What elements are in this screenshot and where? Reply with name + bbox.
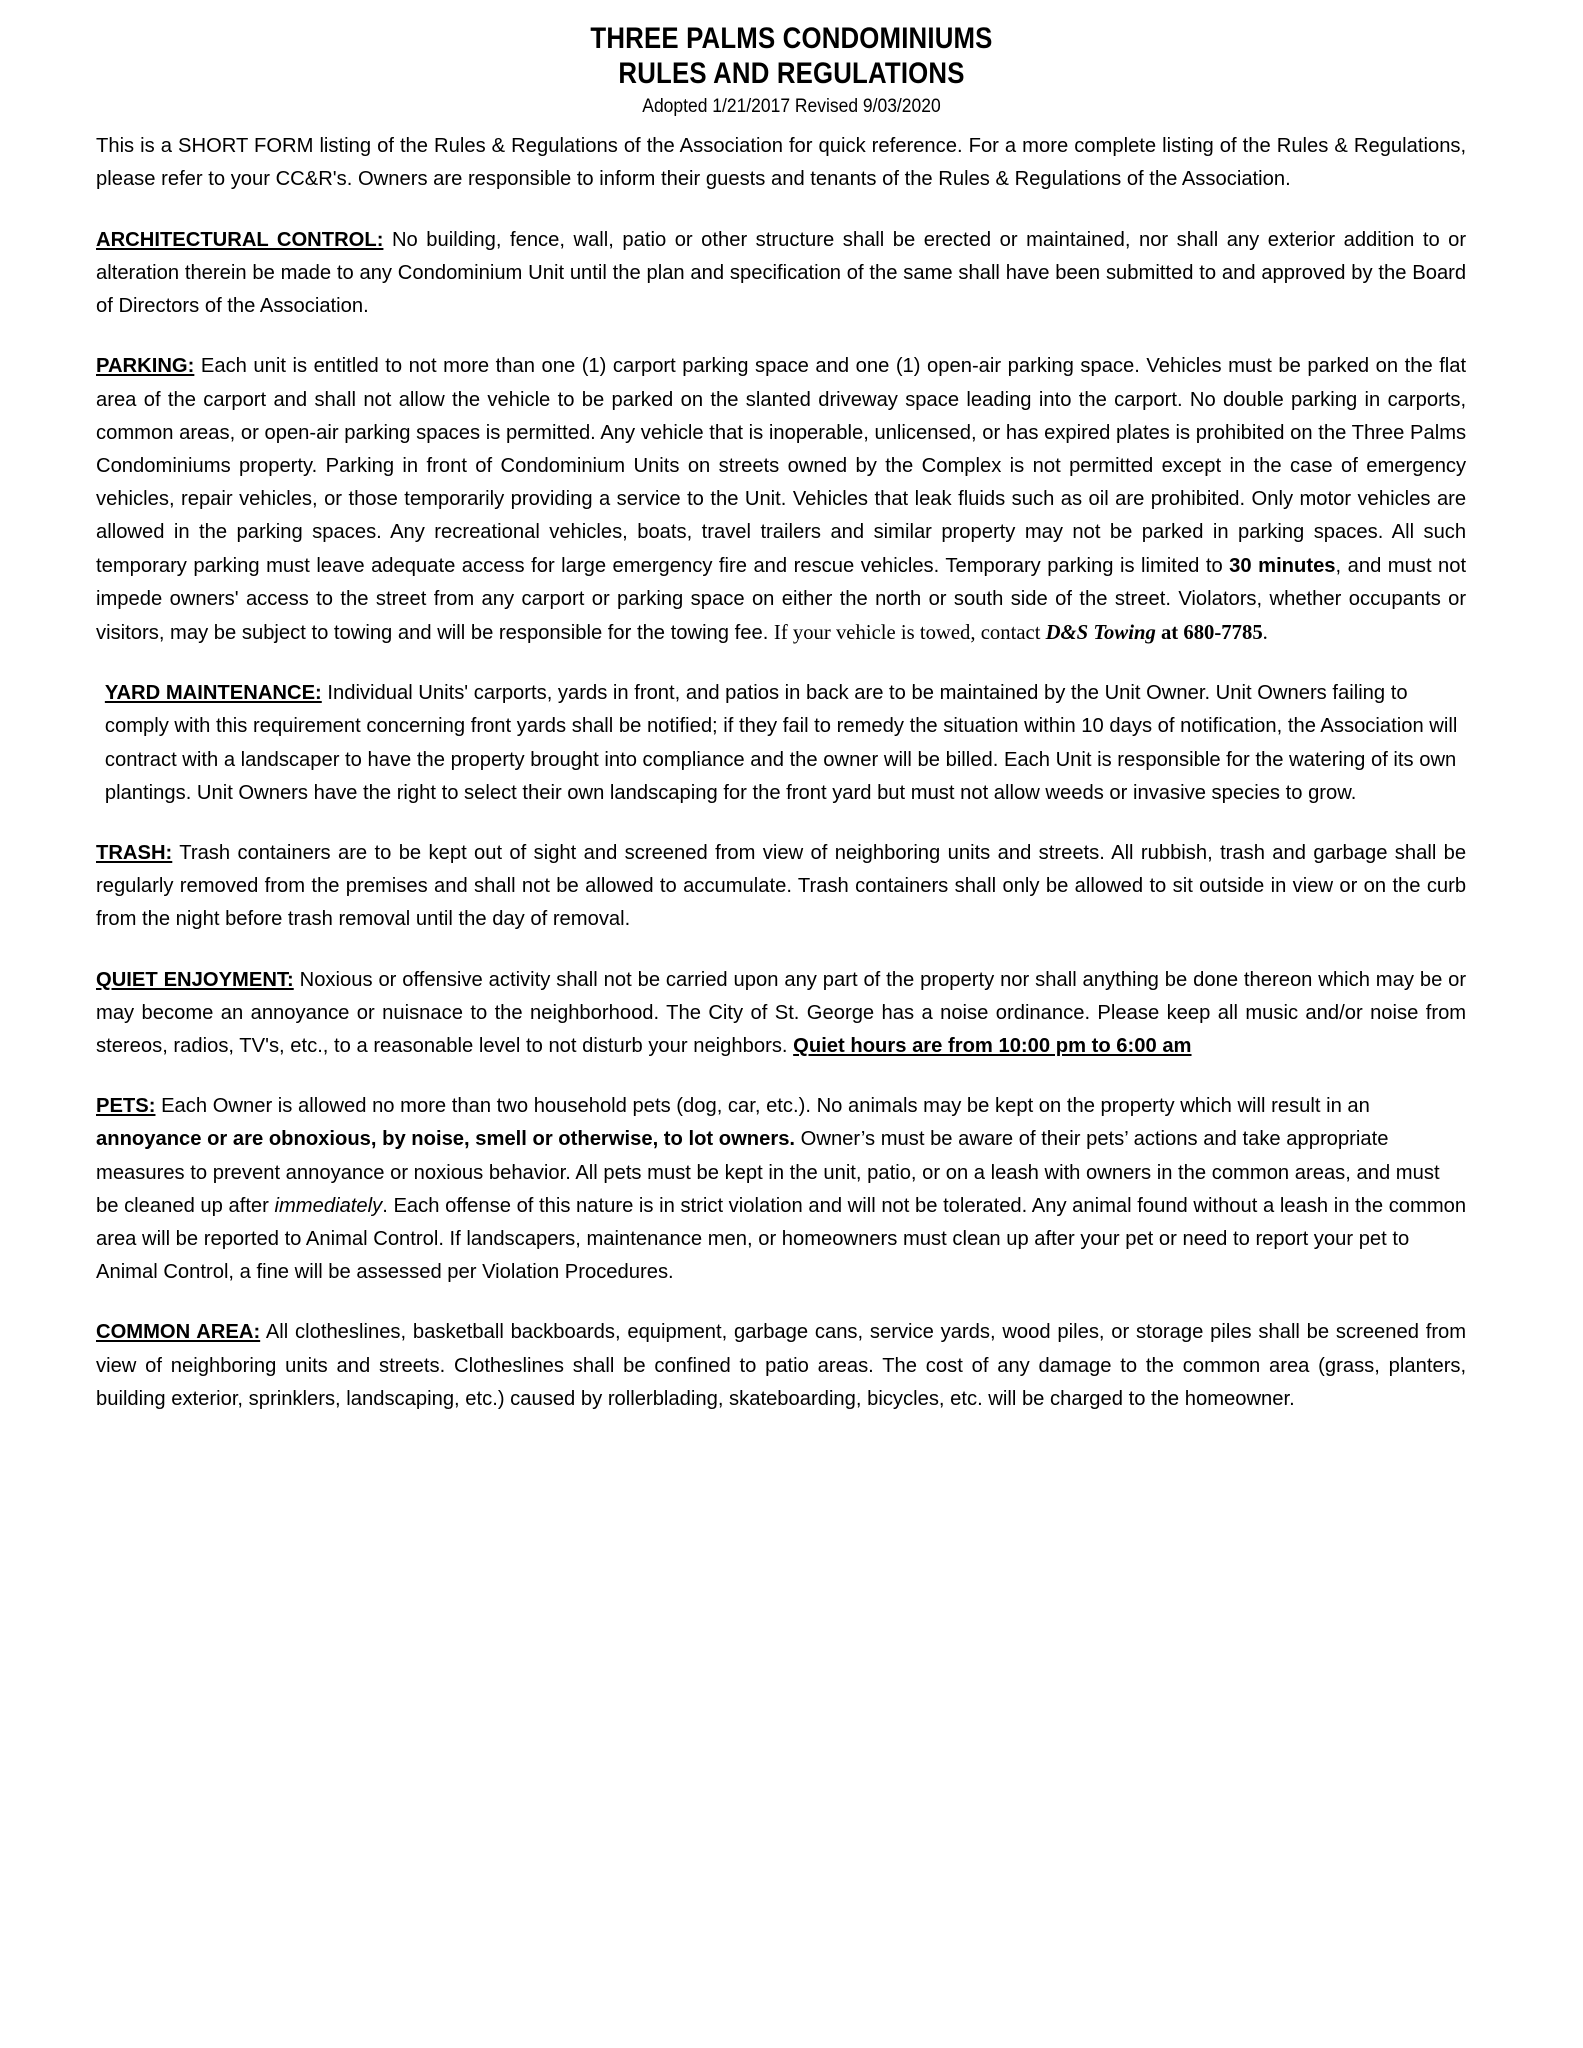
parking-bold-duration: 30 minutes <box>1229 553 1336 577</box>
section-yard-maintenance <box>96 676 1466 809</box>
section-heading-parking: PARKING: <box>96 354 195 378</box>
section-body-quiet-enjoyment: Noxious or offensive activity shall not be carried upon any part of the property nor shall anything be done thereon which may be or may become an annoyance or nuisnace to the neighborhood. The City of St. George has a noise ordinance. Please keep all music and/or noise from stereos, radios, TV's, etc., to a reasonable level to not disturb your neighbors. <box>96 967 1467 1057</box>
section-body-parking-part-1: Each unit is entitled to not more than one (1) carport parking space and one (1) open-air parking space. Vehicles must be parked on the flat area of the carport and shall not allow the vehicle to be parked on the slanted driveway space leading into the carport. No double parking in carports, common areas, or open-air parking spaces is permitted. Any vehicle that is inoperable, unlicensed, or has expired plates is prohibited on the Three Palms Condominiums property. Parking in front of Condominium Units on streets owned by the Complex is not permitted except in the case of emergency vehicles, repair vehicles, or those temporarily providing a service to the Unit. Vehicles that leak fluids such as oil are prohibited. Only motor vehicles are allowed in the parking spaces. Any recreational vehicles, boats, travel trailers and similar property may not be parked in parking spaces. All such temporary parking must leave adequate access for large emergency fire and rescue vehicles. Temporary parking is limited to <box>96 354 1467 577</box>
section-common-area <box>96 1315 1466 1415</box>
towing-text-period: . <box>1262 619 1268 644</box>
section-body-parking-part-2: , and must not impede owners' access to the street from any carport or parking space on either the north or south side of the street. Violators, whether occupants or visitors, may be subject to towing and will be responsible for the towing fee. <box>96 553 1467 644</box>
section-body-yard-maintenance: Individual Units' carports, yards in front, and patios in back are to be maintained by the Unit Owner. Unit Owners failing to comply with this requirement concerning front yards shall be notified; if they fail to remedy the situation within 10 days of notification, the Association will contract with a landscaper to have the property brought into compliance and the owner will be billed. Each Unit is responsible for the watering of its own plantings. Unit Owners have the right to select their own landscaping for the front yard but must not allow weeds or invasive species to grow. <box>104 681 1458 804</box>
pets-italic-immediately: immediately <box>274 1193 383 1217</box>
section-body-trash: Trash containers are to be kept out of sight and screened from view of neighboring units and streets. All rubbish, trash and garbage shall be regularly removed from the premises and shall not be allowed to accumulate. Trash containers shall only be allowed to sit outside in view or on the curb from the night before trash removal until the day of removal. <box>96 840 1467 931</box>
towing-text-lead: If your vehicle is towed, contact <box>773 619 1046 644</box>
section-heading-trash: TRASH: <box>96 840 173 864</box>
quiet-hours-statement: Quiet hours are from 10:00 pm to 6:00 am <box>793 1033 1192 1057</box>
section-quiet-enjoyment <box>96 963 1466 1063</box>
section-heading-architectural-control: ARCHITECTURAL CONTROL: <box>96 227 384 251</box>
section-heading-common-area: COMMON AREA: <box>96 1320 261 1344</box>
section-trash <box>96 836 1466 936</box>
section-architectural-control <box>96 223 1466 323</box>
section-heading-quiet-enjoyment: QUIET ENJOYMENT: <box>96 967 294 991</box>
document-title-line-1: THREE PALMS CONDOMINIUMS <box>590 22 993 55</box>
section-heading-pets: PETS: <box>96 1094 156 1118</box>
intro-paragraph <box>96 129 1466 195</box>
document-body <box>96 129 1487 1415</box>
towing-phone-number: at 680-7785 <box>1155 619 1263 644</box>
section-body-pets-part-3: . Each offense of this nature is in strict violation and will not be tolerated. Any animal found without a leash in the common area will be reported to Animal Control. If landscapers, maintenance men, or homeowners must clean up after your pet or need to report your pet to Animal Control, a fine will be assessed per Violation Procedures. <box>96 1193 1467 1284</box>
document-subtitle-dates: Adopted 1/21/2017 Revised 9/03/2020 <box>642 95 941 117</box>
intro-text: This is a SHORT FORM listing of the Rules & Regulations of the Association for quick reference. For a more complete listing of the Rules & Regulations, please refer to your CC&R's. Owners are responsible to inform their guests and tenants of the Rules & Regulations of the Association. <box>96 134 1467 191</box>
section-pets <box>96 1089 1466 1288</box>
section-body-pets-part-1: Each Owner is allowed no more than two household pets (dog, car, etc.). No animals may be kept on the property which will result in an <box>155 1094 1370 1118</box>
section-parking <box>96 349 1466 649</box>
document-title-line-2: RULES AND REGULATIONS <box>618 56 965 90</box>
section-body-pets-part-2: Owner’s must be aware of their pets’ actions and take appropriate measures to prevent annoyance or noxious behavior. All pets must be kept in the unit, patio, or on a leash with owners in the common areas, and must be cleaned up after <box>96 1127 1440 1217</box>
section-heading-yard-maintenance: YARD MAINTENANCE: <box>104 681 322 705</box>
section-body-common-area: All clotheslines, basketball backboards, equipment, garbage cans, service yards, wood piles, or storage piles shall be screened from view of neighboring units and streets. Clotheslines shall be confined to patio areas. The cost of any damage to the common area (grass, planters, building exterior, sprinklers, landscaping, etc.) caused by rollerblading, skateboarding, bicycles, etc. will be charged to the homeowner. <box>96 1320 1467 1410</box>
section-body-architectural-control: No building, fence, wall, patio or other structure shall be erected or maintained, nor shall any exterior addition to or alteration therein be made to any Condominium Unit until the plan and specification of the same shall have been submitted to and approved by the Board of Directors of the Association. <box>96 227 1467 318</box>
towing-company-name: D&S Towing <box>1045 619 1156 644</box>
document-header <box>96 22 1487 119</box>
pets-bold-clause: annoyance or are obnoxious, by noise, smell or otherwise, to lot owners. <box>96 1127 796 1151</box>
